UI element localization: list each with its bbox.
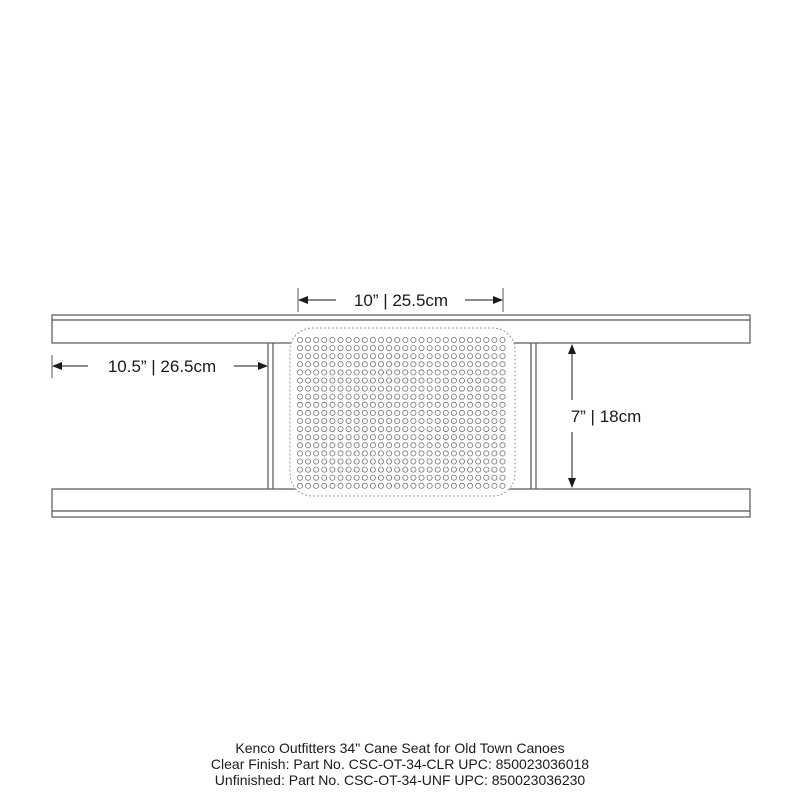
caption-unfinished: Unfinished: Part No. CSC-OT-34-UNF UPC: 850023036230 — [214, 772, 586, 788]
depth-dimension — [571, 345, 642, 487]
width-label: 10” | 25.5cm — [353, 291, 449, 310]
depth-label: 7” | 18cm — [570, 407, 642, 426]
end-length-dimension — [52, 355, 267, 378]
caption-title: Kenco Outfitters 34" Cane Seat for Old Town Canoes — [235, 740, 565, 756]
product-caption — [0, 740, 800, 788]
right-cross-member — [531, 343, 536, 489]
end-length-label: 10.5” | 26.5cm — [107, 357, 217, 376]
width-dimension — [298, 288, 503, 312]
left-cross-member — [268, 343, 273, 489]
caption-clear-finish: Clear Finish: Part No. CSC-OT-34-CLR UPC: 850023036018 — [210, 756, 590, 772]
